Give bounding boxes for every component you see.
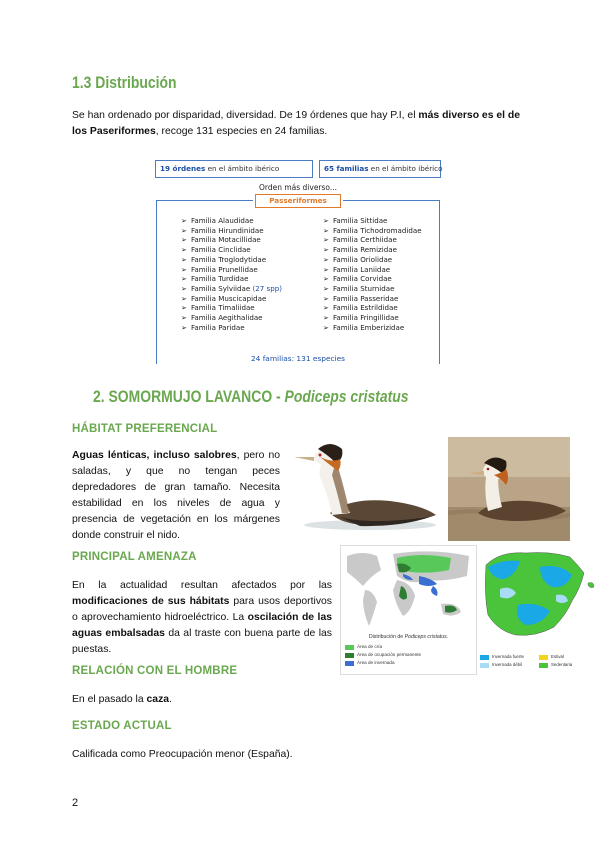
bullet-arrow-icon: ➢: [181, 216, 187, 225]
family-name: Familia Aegithalidae: [191, 313, 263, 323]
distribucion-paragraph: Se han ordenado por disparidad, diversidad. De 19 órdenes que hay P.I, el más diverso es el de los Paseriformes, recoge 131 especies en 24 familias.: [72, 110, 521, 137]
family-item: [181, 323, 282, 333]
families-left-column: [181, 216, 282, 332]
estado-paragraph: Calificada como Preocupación menor (España).: [72, 749, 293, 760]
family-name: Familia Fringillidae: [333, 313, 399, 323]
legend-item: [539, 661, 598, 669]
families-total: 24 familias: 131 especies: [250, 354, 346, 363]
family-name: Familia Sittidae: [333, 216, 388, 225]
legend-label: Área de ocupación permanente: [357, 652, 422, 657]
family-name: Familia Oriolidae: [333, 254, 393, 264]
family-name: Familia Troglodytidae: [191, 254, 267, 264]
world-map-caption: Distribución de Podiceps cristatus.: [368, 634, 449, 640]
bullet-arrow-icon: ➢: [181, 293, 187, 303]
family-name: Familia Estrildidae: [333, 303, 398, 313]
bullet-arrow-icon: ➢: [323, 274, 329, 284]
legend-swatch: [345, 661, 354, 666]
family-item: [181, 274, 282, 284]
family-name: Familia Motacillidae: [191, 235, 261, 245]
bullet-arrow-icon: ➢: [323, 313, 329, 323]
legend-label: Sedentaria: [551, 662, 573, 667]
family-item: [181, 294, 282, 304]
legend-item: [345, 643, 476, 651]
bullet-arrow-icon: ➢: [323, 235, 329, 245]
bullet-arrow-icon: ➢: [181, 313, 187, 323]
family-item: [181, 235, 282, 245]
legend-item: [345, 651, 476, 659]
legend-label: Área de invernada: [357, 660, 395, 665]
iberia-distribution-map: [480, 545, 600, 675]
legend-swatch: [480, 655, 489, 660]
bullet-arrow-icon: ➢: [323, 264, 329, 274]
habitat-heading: HÁBITAT PREFERENCIAL: [72, 423, 218, 435]
family-name: Familia Certhiidae: [333, 235, 397, 245]
world-map-legend: [345, 643, 476, 667]
bullet-arrow-icon: ➢: [323, 293, 329, 303]
family-item: [181, 245, 282, 255]
legend-swatch: [480, 663, 489, 668]
amenaza-paragraph: En la actualidad resultan afectados por las modificaciones de sus hábitats para usos deportivos o aprovechamiento hidroeléctrico. La oscilación de las aguas embalsadas da al traste con buena parte de las puestas.: [72, 580, 332, 655]
family-name: Familia Turdidae: [191, 274, 249, 284]
family-item: [181, 313, 282, 323]
legend-swatch: [345, 645, 354, 650]
family-name: Familia Corvidae: [333, 274, 392, 284]
familias-box: 65 familias en el ámbito ibérico: [319, 160, 441, 178]
legend-label: Área de cría: [357, 644, 383, 649]
family-name: Familia Timaliidae: [191, 303, 255, 313]
legend-item: [345, 659, 476, 667]
family-item: [323, 323, 422, 333]
family-name: Familia Sylviidae: [191, 283, 251, 293]
family-item: [181, 284, 282, 294]
grebe-photo-2: [448, 437, 570, 541]
family-name: Familia Emberizidae: [333, 322, 405, 332]
bullet-arrow-icon: ➢: [181, 225, 187, 235]
family-name: Familia Prunellidae: [191, 264, 258, 274]
family-item: [323, 235, 422, 245]
orden-label: Orden más diverso...: [258, 183, 338, 192]
world-distribution-map: [340, 545, 477, 675]
family-item: [323, 265, 422, 275]
bullet-arrow-icon: ➢: [181, 235, 187, 245]
family-item: [323, 216, 422, 226]
bullet-arrow-icon: ➢: [181, 322, 187, 332]
estado-heading: ESTADO ACTUAL: [72, 720, 172, 732]
family-name: Familia Remizidae: [333, 245, 397, 255]
family-item: [323, 226, 422, 236]
passeriformes-diagram: [155, 158, 441, 368]
bullet-arrow-icon: ➢: [181, 303, 187, 313]
family-item: [323, 274, 422, 284]
amenaza-heading: PRINCIPAL AMENAZA: [72, 551, 197, 563]
family-item: [323, 294, 422, 304]
bullet-arrow-icon: ➢: [323, 254, 329, 264]
family-name: Familia Passeridae: [333, 293, 399, 303]
family-note: (27 spp): [250, 283, 283, 293]
iberia-map-legend: [480, 653, 598, 669]
legend-label: Estival: [551, 654, 564, 659]
family-name: Familia Alaudidae: [191, 216, 254, 225]
habitat-paragraph: Aguas lénticas, incluso salobres, pero no saladas, y que no tengan peces depredadores de gran tamaño. Necesita estabilidad en los niveles de agua y presencia de vegetación en los márgenes donde construir el nido.: [72, 450, 280, 541]
legend-item: [539, 653, 598, 661]
section-title-distribucion: 1.3 Distribución: [72, 73, 177, 92]
section-title-somormujo: 2. SOMORMUJO LAVANCO - Podiceps cristatus: [93, 387, 409, 406]
bullet-arrow-icon: ➢: [181, 264, 187, 274]
family-item: [181, 265, 282, 275]
family-name: Familia Cinclidae: [191, 245, 251, 255]
bullet-arrow-icon: ➢: [323, 245, 329, 255]
bullet-arrow-icon: ➢: [181, 254, 187, 264]
family-item: [323, 245, 422, 255]
bullet-arrow-icon: ➢: [181, 245, 187, 255]
bullet-arrow-icon: ➢: [323, 283, 329, 293]
bullet-arrow-icon: ➢: [323, 303, 329, 313]
legend-item: [480, 653, 539, 661]
legend-swatch: [539, 663, 548, 668]
family-item: [323, 313, 422, 323]
family-item: [181, 303, 282, 313]
family-item: [181, 226, 282, 236]
family-name: Familia Paridae: [191, 322, 245, 332]
families-right-column: [323, 216, 422, 332]
family-item: [323, 255, 422, 265]
bullet-arrow-icon: ➢: [323, 216, 329, 225]
bullet-arrow-icon: ➢: [181, 274, 187, 284]
family-name: Familia Muscicapidae: [191, 293, 267, 303]
grebe-photo-1: [290, 435, 440, 535]
legend-item: [480, 661, 539, 669]
bullet-arrow-icon: ➢: [181, 283, 187, 293]
legend-label: Invernada fuerte: [492, 654, 524, 659]
family-item: [323, 303, 422, 313]
bullet-arrow-icon: ➢: [323, 322, 329, 332]
bullet-arrow-icon: ➢: [323, 225, 329, 235]
orden-name-box: Passeriformes: [255, 194, 341, 208]
ordenes-box: 19 órdenes en el ámbito ibérico: [155, 160, 313, 178]
family-name: Familia Tichodromadidae: [333, 225, 422, 235]
legend-label: Invernada débil: [492, 662, 523, 667]
family-item: [181, 216, 282, 226]
family-name: Familia Hirundinidae: [191, 225, 264, 235]
family-item: [323, 284, 422, 294]
relacion-heading: RELACIÓN CON EL HOMBRE: [72, 665, 238, 677]
legend-swatch: [539, 655, 548, 660]
legend-swatch: [345, 653, 354, 658]
family-name: Familia Sturnidae: [333, 283, 395, 293]
family-name: Familia Laniidae: [333, 264, 391, 274]
family-item: [181, 255, 282, 265]
page-number: 2: [72, 797, 79, 809]
relacion-paragraph: En el pasado la caza.: [72, 694, 172, 705]
